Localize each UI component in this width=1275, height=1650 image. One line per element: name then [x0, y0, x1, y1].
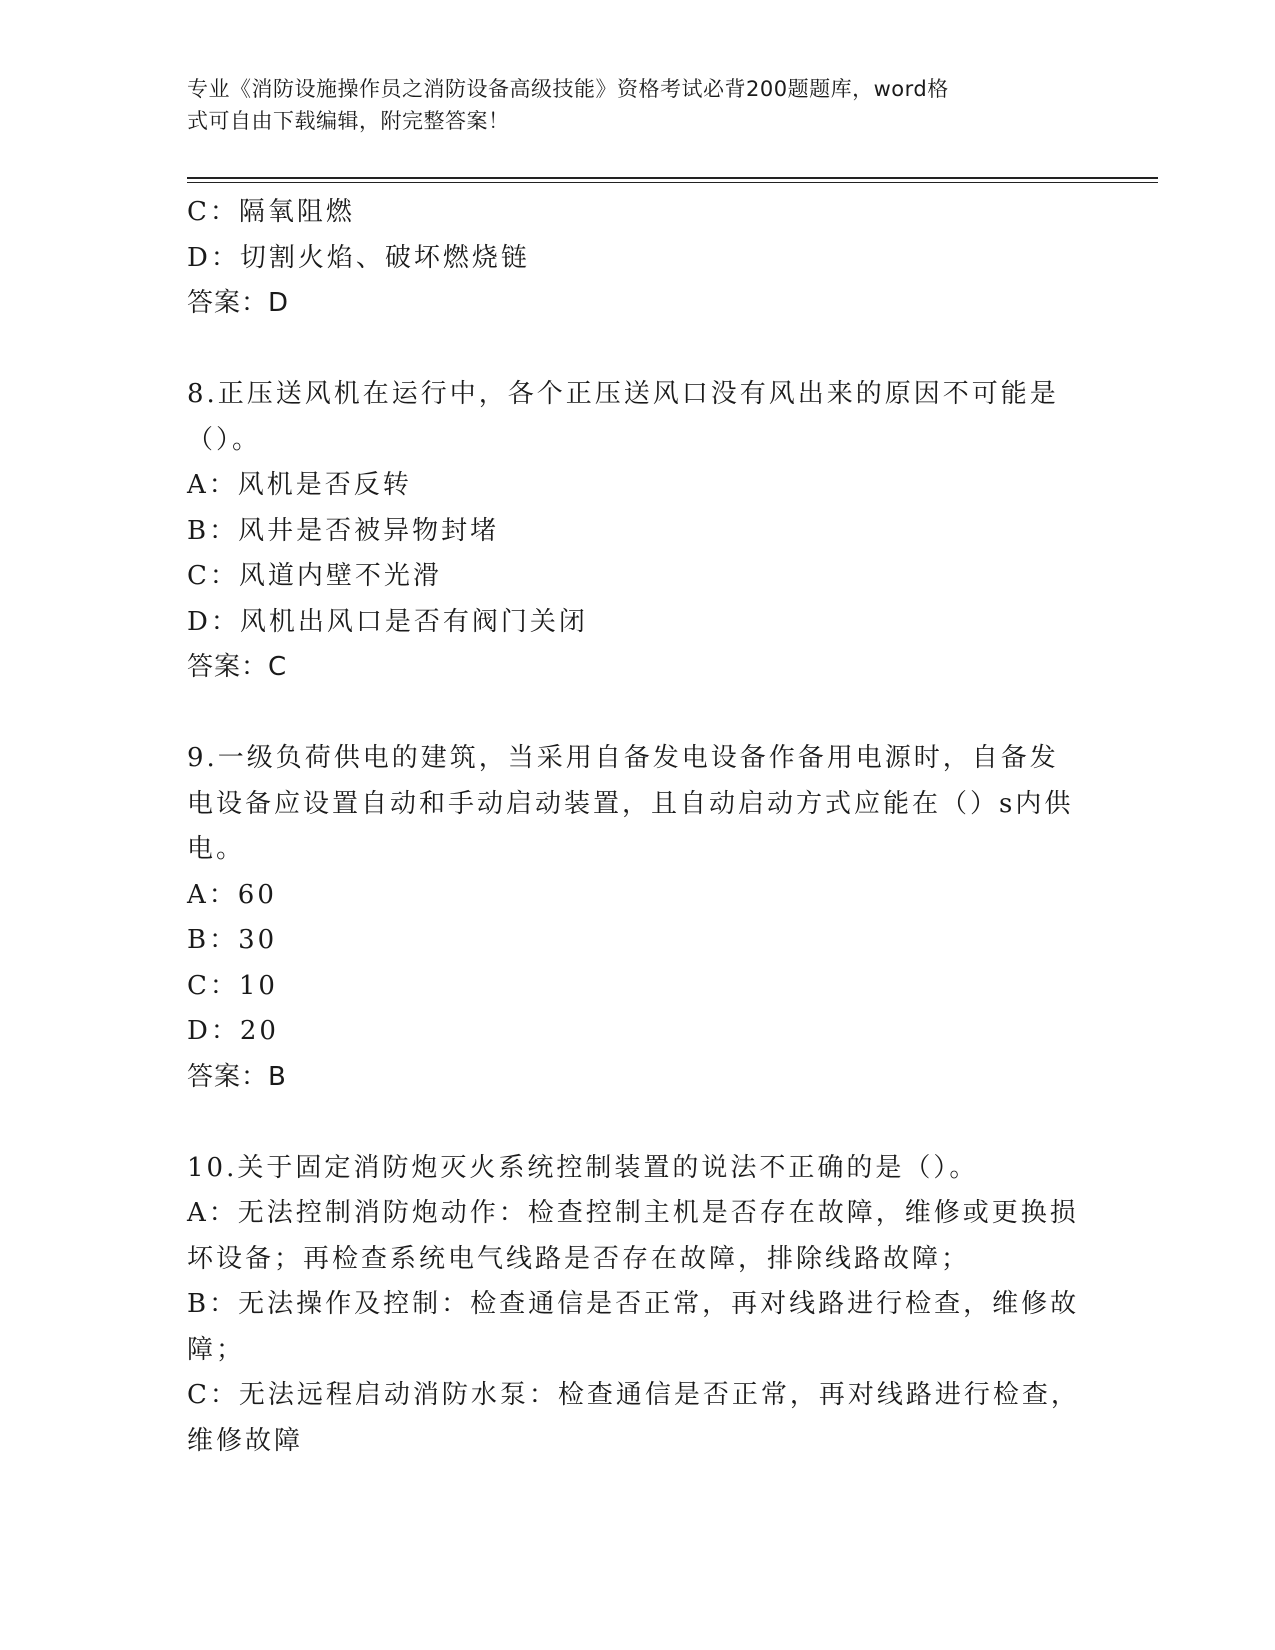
option-b-cont: 障； [187, 1334, 246, 1365]
question-block-prev [187, 190, 1087, 327]
spacer [187, 1100, 1087, 1146]
header-line-2: 式可自由下载编辑，附完整答案！ [187, 109, 510, 133]
option-a: A：无法控制消防炮动作：检查控制主机是否存在故障，维修或更换损 [187, 1198, 1079, 1228]
answer-line: 答案：D [187, 288, 290, 318]
option-d: D：20 [187, 1016, 279, 1046]
question-stem-cont: 电。 [187, 834, 246, 864]
option-c-cont: 维修故障 [187, 1425, 304, 1456]
question-stem: 9.一级负荷供电的建筑，当采用自备发电设备作备用电源时，自备发 [187, 743, 1059, 773]
option-a: A：60 [187, 879, 277, 910]
option-c: C：隔氧阻燃 [187, 197, 355, 227]
option-b: B：30 [187, 925, 278, 955]
option-d: D：切割火焰、破坏燃烧链 [187, 242, 530, 273]
question-stem-cont: （）。 [187, 424, 262, 455]
spacer [187, 327, 1087, 373]
option-a-cont: 坏设备；再检查系统电气线路是否存在故障，排除线路故障； [187, 1243, 971, 1274]
option-a: A：风机是否反转 [187, 470, 412, 500]
option-b: B：风井是否被异物封堵 [187, 515, 500, 546]
option-c: C：风道内壁不光滑 [187, 561, 442, 591]
spacer [187, 691, 1087, 737]
option-c: C：10 [187, 970, 278, 1001]
answer-line: 答案：C [187, 652, 288, 682]
option-b: B：无法操作及控制：检查通信是否正常，再对线路进行检查，维修故 [187, 1289, 1080, 1319]
question-block-8 [187, 372, 1087, 691]
header-divider-thin [187, 182, 1158, 183]
answer-line: 答案：B [187, 1061, 287, 1092]
option-d: D：风机出风口是否有阀门关闭 [187, 606, 588, 637]
question-block-10 [187, 1146, 1087, 1465]
question-stem-cont: 电设备应设置自动和手动启动装置，且自动启动方式应能在（）s内供 [187, 788, 1074, 819]
question-stem: 8.正压送风机在运行中，各个正压送风口没有风出来的原因不可能是 [187, 379, 1059, 409]
question-block-9 [187, 736, 1087, 1100]
header-divider-thick [187, 177, 1158, 179]
question-stem: 10.关于固定消防炮灭火系统控制装置的说法不正确的是（）。 [187, 1152, 979, 1183]
document-header [187, 73, 1087, 137]
header-line-1: 专业《消防设施操作员之消防设备高级技能》资格考试必背200题题库，word格 [187, 77, 949, 101]
question-list [187, 190, 1087, 1464]
option-c: C：无法远程启动消防水泵：检查通信是否正常，再对线路进行检查， [187, 1380, 1080, 1410]
